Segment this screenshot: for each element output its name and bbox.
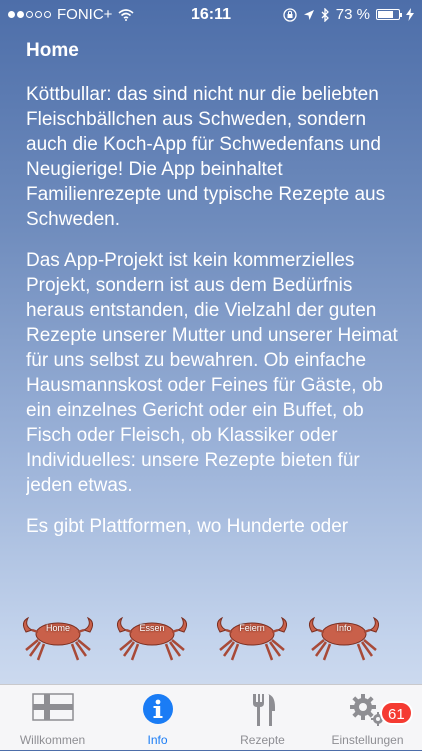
intro-paragraph: Köttbullar: das sind nicht nur die beliebten Fleischbällchen aus Schweden, sondern auch die Koch-App für Schwedenfans und Neugierige! Die App beinhaltet Familienrezepte und typische Rezepte aus Schweden. xyxy=(26,84,386,230)
crab-home-button[interactable] xyxy=(18,614,98,662)
fork-knife-icon xyxy=(249,693,277,727)
status-bar xyxy=(0,0,422,30)
tab-rezepte-label: Rezepte xyxy=(240,733,285,747)
crab-icon xyxy=(18,614,98,662)
page-title: Home xyxy=(26,40,79,61)
charging-bolt-icon xyxy=(406,8,414,21)
bluetooth-icon xyxy=(321,8,330,22)
notification-badge: 61 xyxy=(380,701,413,725)
crab-essen-label: Essen xyxy=(139,623,165,633)
crab-feiern-button[interactable] xyxy=(212,614,292,662)
crab-icon xyxy=(304,614,384,662)
tab-einstellungen-label: Einstellungen xyxy=(331,733,404,747)
crab-icon xyxy=(112,614,192,662)
tab-info-label: Info xyxy=(147,733,168,747)
location-arrow-icon xyxy=(303,9,315,21)
home-content[interactable] xyxy=(26,36,406,598)
battery-level xyxy=(378,11,393,18)
status-time: 16:11 xyxy=(190,6,232,23)
tab-bar xyxy=(0,684,422,750)
status-right xyxy=(283,6,414,23)
tab-info[interactable] xyxy=(105,685,210,751)
tab-rezepte[interactable] xyxy=(210,685,315,751)
crab-home-label: Home xyxy=(45,623,70,633)
crab-feiern-label: Feiern xyxy=(239,623,265,633)
project-paragraph: Das App-Projekt ist kein kommerzielles Projekt, sondern ist aus dem Bedürfnis heraus entstanden, die Vielzahl der guten Rezepte unserer Mutter und unserer Heimat für uns selbst zu bewahren. Ob einfache Hausmannskost oder Feines für Gäste, ob ein einzelnes Gericht oder ein Buffet, ob Fisch oder Fleisch, ob Klassiker oder Individuelles: unsere Rezepte bieten für jeden etwas. xyxy=(26,250,398,496)
tab-willkommen[interactable] xyxy=(0,685,105,751)
crab-icon xyxy=(212,614,292,662)
swedish-flag-icon xyxy=(32,693,74,721)
crab-info-button[interactable] xyxy=(304,614,384,662)
platforms-paragraph: Es gibt Plattformen, wo Hunderte oder xyxy=(26,516,349,537)
crab-info-label: Info xyxy=(336,623,352,633)
battery-percent: 73 % xyxy=(335,6,370,23)
battery-icon xyxy=(376,9,400,20)
crab-navigation xyxy=(18,614,403,664)
tab-willkommen-label: Willkommen xyxy=(19,733,86,747)
carrier-name: FONIC+ xyxy=(57,6,113,23)
info-icon xyxy=(142,693,174,725)
rotation-lock-icon xyxy=(283,8,297,22)
crab-essen-button[interactable] xyxy=(112,614,192,662)
